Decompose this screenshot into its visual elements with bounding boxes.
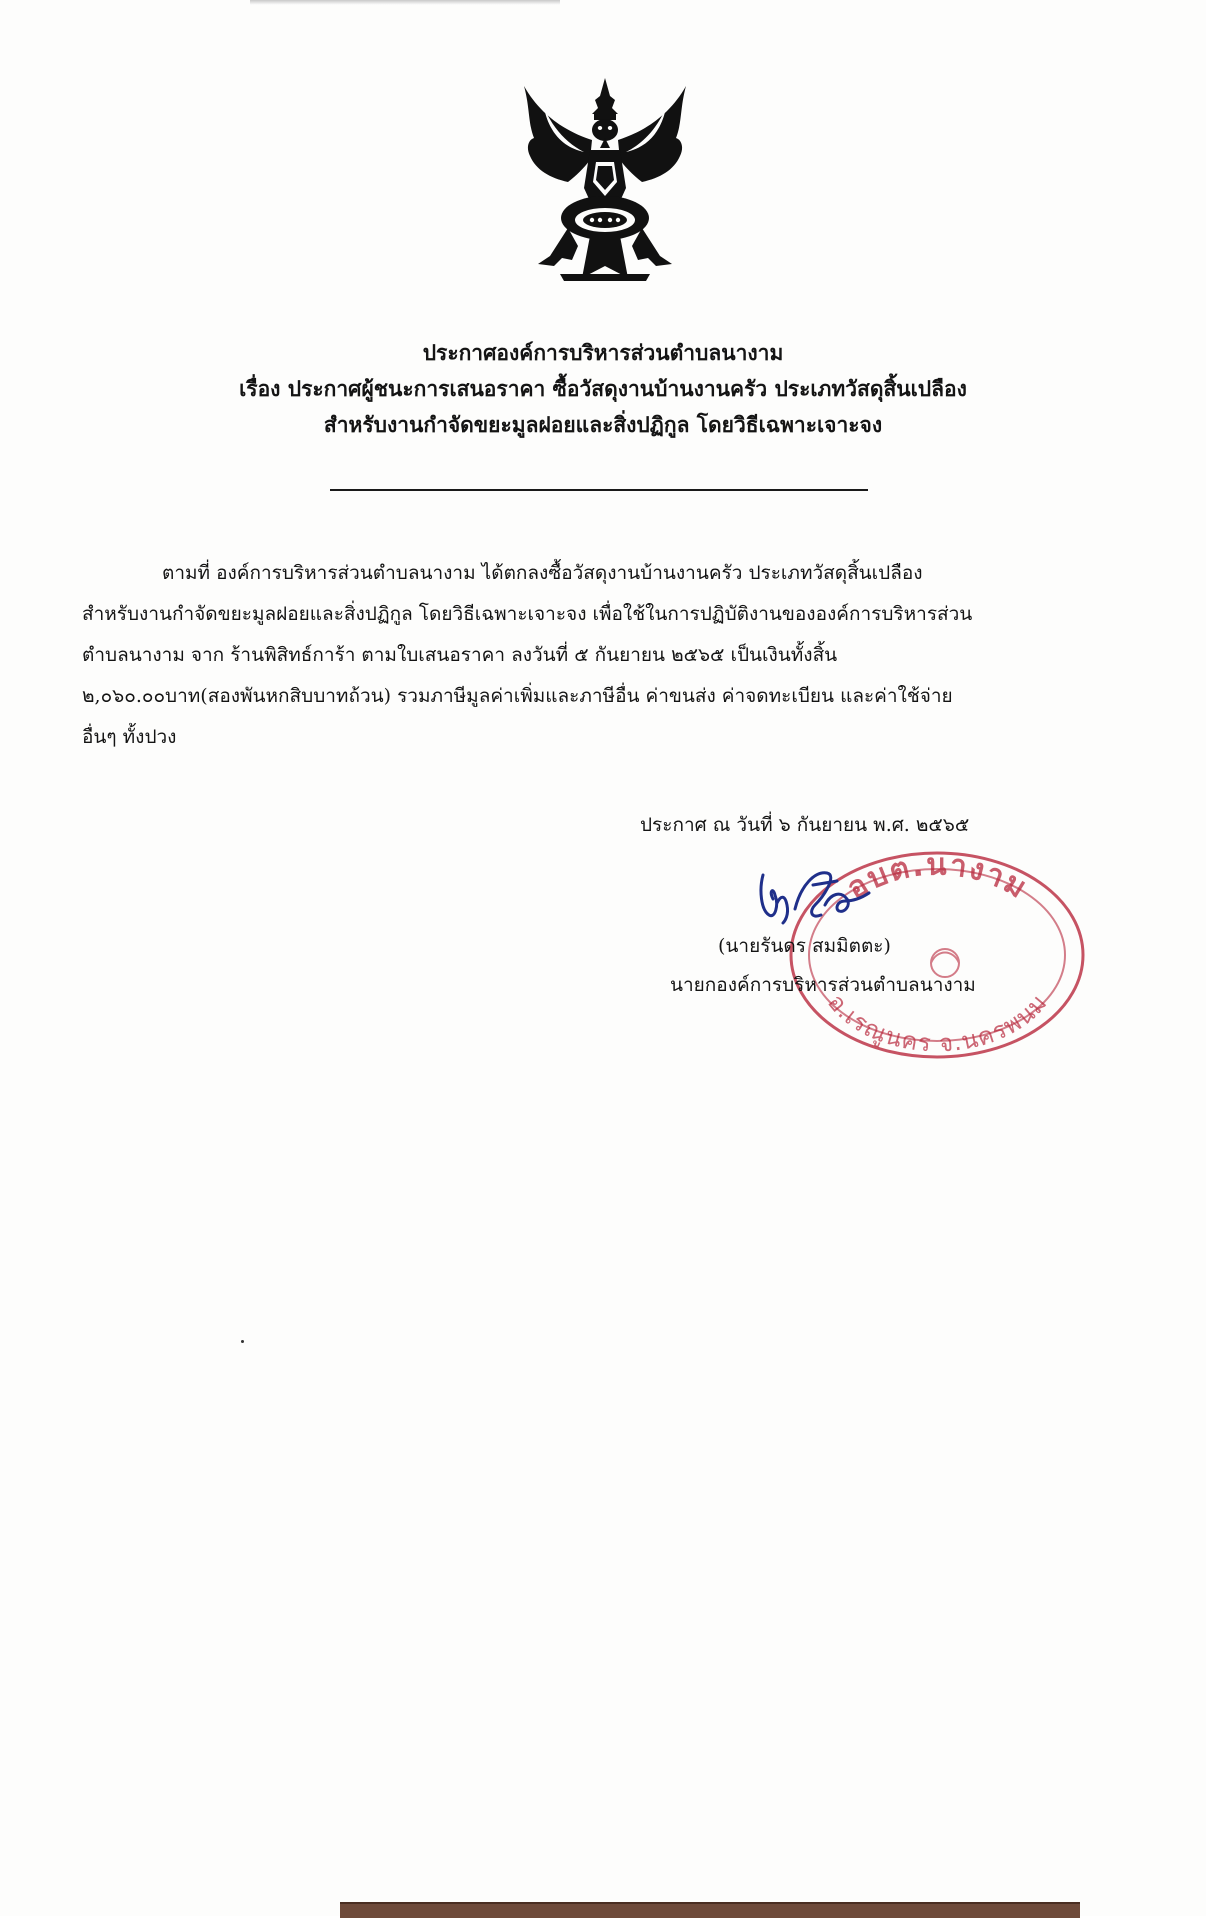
scan-speck xyxy=(241,1340,244,1343)
body-line: สำหรับงานกำจัดขยะมูลฝอยและสิ่งปฏิกูล โดยวิธีเฉพาะเจาะจง เพื่อใช้ในการปฏิบัติงานขององค์การบริหารส่วน xyxy=(82,603,973,625)
header-divider xyxy=(330,489,868,491)
stamp-bottom-text: อ.เรณูนคร จ.นครพนม xyxy=(822,988,1053,1058)
scan-top-edge xyxy=(250,0,560,5)
announcement-date: ประกาศ ณ วันที่ ๖ กันยายน พ.ศ. ๒๕๖๕ xyxy=(640,814,970,836)
body-line: อื่นๆ ทั้งปวง xyxy=(82,726,177,748)
signer-name: (นายรันดร สมมิตตะ) xyxy=(718,935,891,957)
announcement-subject-line-2: สำหรับงานกำจัดขยะมูลฝอยและสิ่งปฏิกูล โดยวิธีเฉพาะเจาะจง xyxy=(323,412,883,437)
announcement-header xyxy=(0,335,1206,443)
stamp-top-text: อบต.นางาม xyxy=(840,847,1035,907)
signer-position: นายกองค์การบริหารส่วนตำบลนางาม xyxy=(670,974,976,996)
body-line: ตำบลนางาม จาก ร้านพิสิทธ์การ้า ตามใบเสนอราคา ลงวันที่ ๕ กันยายน ๒๕๖๕ เป็นเงินทั้งสิ้น xyxy=(82,644,838,666)
garuda-emblem-icon xyxy=(520,78,690,283)
announcement-title: ประกาศองค์การบริหารส่วนตำบลนางาม xyxy=(422,340,784,365)
body-line: ๒,๐๖๐.๐๐บาท(สองพันหกสิบบาทถ้วน) รวมภาษีมูลค่าเพิ่มและภาษีอื่น ค่าขนส่ง ค่าจดทะเบียน และค่าใช้จ่าย xyxy=(82,685,953,707)
handwritten-signature-icon xyxy=(755,865,925,935)
announcement-subject-line-1: เรื่อง ประกาศผู้ชนะการเสนอราคา ซื้อวัสดุงานบ้านงานครัว ประเภทวัสดุสิ้นเปลือง xyxy=(239,376,967,401)
announcement-body xyxy=(82,553,1102,758)
body-line: ตามที่ องค์การบริหารส่วนตำบลนางาม ได้ตกลงซื้อวัสดุงานบ้านงานครัว ประเภทวัสดุสิ้นเปลือง xyxy=(162,562,923,584)
